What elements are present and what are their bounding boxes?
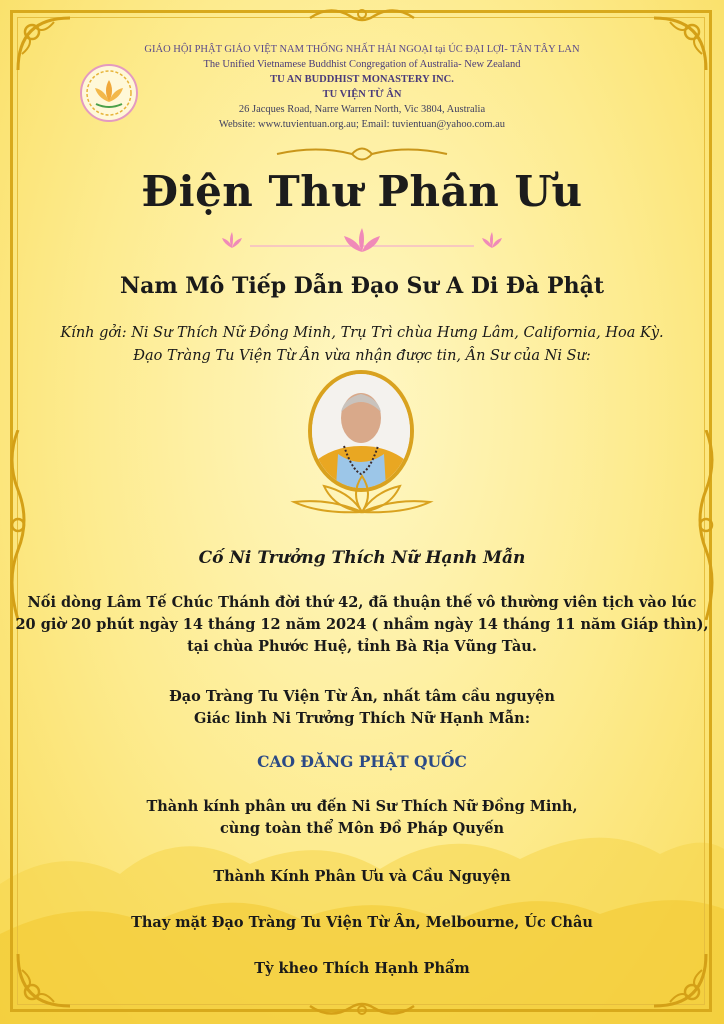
deceased-name: Cố Ni Trưởng Thích Nữ Hạnh Mẫn	[198, 548, 526, 568]
header-address: 26 Jacques Road, Narre Warren North, Vic 3804, Australia	[238, 104, 486, 115]
header-line-congregation-en: The Unified Vietnamese Buddhist Congregation of Australia- New Zealand	[203, 59, 521, 70]
announcement-line-2: 20 giờ 20 phút ngày 14 tháng 12 năm 2024 ( nhầm ngày 14 tháng 11 năm Giáp thìn),	[15, 616, 709, 633]
salutation	[0, 322, 724, 368]
prayer-intro-line-1: Đạo Tràng Tu Viện Từ Ân, nhất tâm cầu nguyện	[169, 688, 555, 705]
announcement-line-3: tại chùa Phước Huệ, tỉnh Bà Rịa Vũng Tàu.	[187, 638, 537, 655]
lotus-pedestal-icon	[290, 472, 434, 518]
lotus-icon	[344, 228, 380, 252]
top-center-ornament	[300, 4, 424, 28]
prayer-intro	[0, 686, 724, 730]
condolence-line-2: cùng toàn thể Môn Đồ Pháp Quyến	[219, 820, 505, 837]
prayer-phrase: CAO ĐĂNG PHẬT QUỐC	[257, 752, 467, 771]
bottom-center-ornament	[300, 996, 424, 1020]
page-title: Điện Thư Phân Ưu	[141, 167, 583, 216]
header-line-congregation-vi: GIÁO HỘI PHẬT GIÁO VIỆT NAM THỐNG NHẤT HẢI NGOẠI tại ÚC ĐẠI LỢI- TÂN TÂY LAN	[144, 44, 580, 55]
portrait-frame	[290, 368, 434, 518]
organization-header	[0, 42, 724, 132]
salutation-line-2: Đạo Tràng Tu Viện Từ Ân vừa nhận được tin, Ân Sư của Ni Sư:	[133, 348, 591, 364]
on-behalf-line: Thay mặt Đạo Tràng Tu Viện Từ Ân, Melbourne, Úc Châu	[131, 914, 593, 931]
condolence-message	[0, 796, 724, 840]
invocation-subtitle: Nam Mô Tiếp Dẫn Đạo Sư A Di Đà Phật	[119, 273, 605, 299]
condolence-line-1: Thành kính phân ưu đến Ni Sư Thích Nữ Đồng Minh,	[146, 798, 578, 815]
lotus-icon	[222, 232, 242, 248]
lotus-divider	[220, 228, 504, 258]
announcement-line-1: Nối dòng Lâm Tế Chúc Thánh đời thứ 42, đã thuận thế vô thường viên tịch vào lúc	[27, 594, 697, 611]
prayer-intro-line-2: Giác linh Ni Trưởng Thích Nữ Hạnh Mẫn:	[193, 710, 531, 727]
title-divider-ornament	[272, 143, 452, 165]
closing-line: Thành Kính Phân Ưu và Cầu Nguyện	[213, 868, 511, 885]
header-contact: Website: www.tuvientuan.org.au; Email: tuvientuan@yahoo.com.au	[218, 119, 506, 130]
salutation-line-1: Kính gởi: Ni Sư Thích Nữ Đồng Minh, Trụ Trì chùa Hưng Lâm, California, Hoa Kỳ.	[60, 325, 664, 341]
portrait-figure	[312, 374, 410, 488]
lotus-icon	[482, 232, 502, 248]
passing-announcement	[0, 592, 724, 658]
signature: Tỳ kheo Thích Hạnh Phẩm	[254, 960, 470, 977]
header-line-monastery-en: TU AN BUDDHIST MONASTERY INC.	[270, 74, 454, 85]
header-line-monastery-vi: TU VIỆN TỪ ÂN	[322, 89, 402, 100]
